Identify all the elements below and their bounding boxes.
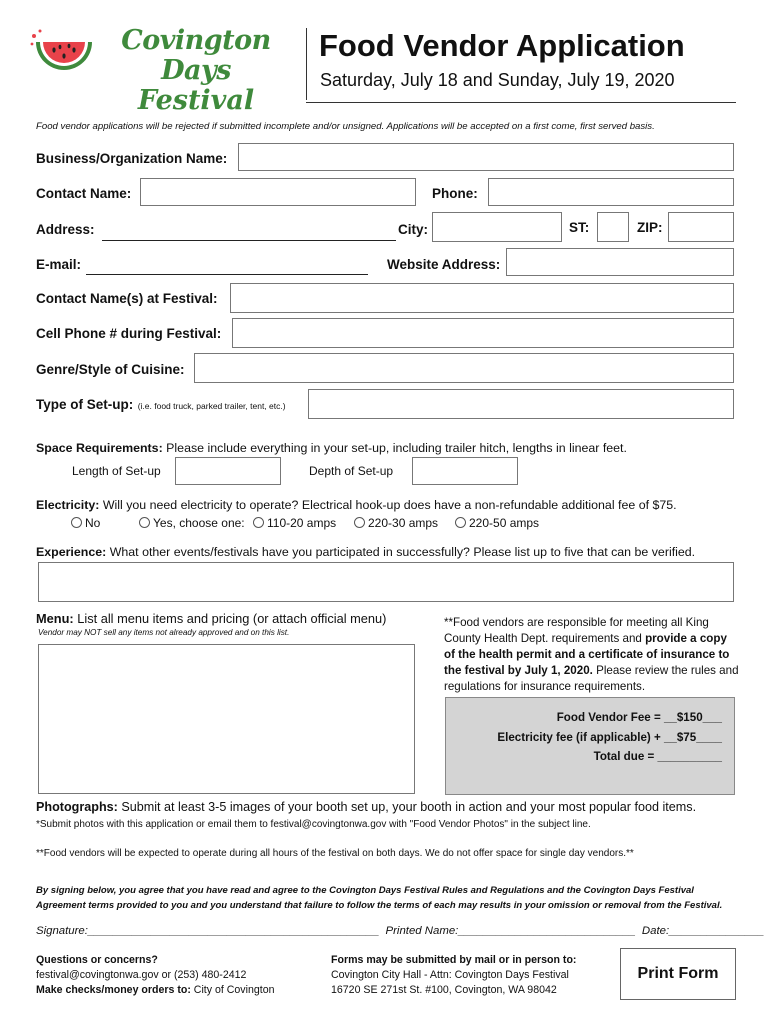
health-notice [444, 615, 740, 695]
menu-input[interactable] [38, 644, 415, 794]
watermelon-logo-icon [30, 28, 98, 84]
st-input[interactable] [597, 212, 629, 242]
photos-note: *Submit photos with this application or email them to festival@covingtonwa.gov with "Food Vendor Photos" in the subject line. [36, 819, 591, 830]
cell-phone-label: Cell Phone # during Festival: [36, 326, 222, 341]
total-due-label: Total due = [593, 750, 658, 763]
logo-line-2: Festival [137, 85, 255, 116]
electricity-fee-row [497, 731, 722, 744]
cell-phone-input[interactable] [232, 318, 734, 348]
checks-row [36, 983, 274, 998]
st-label: ST: [569, 220, 590, 235]
radio-circle-icon [253, 517, 264, 528]
website-input[interactable] [506, 248, 734, 276]
logo-wordmark [96, 26, 296, 116]
printed-name-line[interactable]: ____________________________ [458, 925, 636, 937]
photos-title: Photographs: [36, 800, 118, 814]
mail-address-2: 16720 SE 271st St. #100, Covington, WA 98042 [331, 984, 557, 996]
address-input[interactable] [102, 240, 396, 241]
health-text-2: Please review the rules and regulations for insurance requirements. [444, 664, 739, 693]
address-label: Address: [36, 222, 95, 237]
menu-title: Menu: [36, 611, 74, 626]
zip-input[interactable] [668, 212, 734, 242]
health-text-1: **Food vendors are responsible for meeting all King County Health Dept. requirements and [444, 616, 709, 645]
total-due-row [594, 750, 722, 763]
mail-heading: Forms may be submitted by mail or in person to: [331, 954, 577, 966]
genre-input[interactable] [194, 353, 734, 383]
vendor-fee-row [557, 711, 722, 724]
business-name-input[interactable] [238, 143, 734, 171]
contact-at-festival-label: Contact Name(s) at Festival: [36, 291, 218, 306]
radio-no[interactable] [71, 516, 100, 530]
page-title: Food Vendor Application [319, 28, 685, 63]
genre-label: Genre/Style of Cuisine: [36, 362, 185, 377]
zip-label: ZIP: [637, 220, 663, 235]
vendor-fee-value: __$150___ [663, 711, 722, 724]
depth-label: Depth of Set-up [309, 464, 394, 478]
vendor-fee-label: Food Vendor Fee = [556, 711, 664, 724]
photos-heading [36, 800, 696, 814]
health-text-bold: provide a copy of the health permit and a certificate of insurance to the festival by July 1, 2020. [444, 632, 730, 677]
experience-title: Experience: [36, 545, 107, 559]
experience-text: What other events/festivals have you participated in successfully? Please list up to five that can be verified. [109, 545, 696, 559]
mail-address-1: Covington City Hall - Attn: Covington Days Festival [331, 969, 569, 981]
signature-line[interactable]: ______________________________________________ [87, 925, 380, 937]
print-form-button[interactable] [620, 948, 736, 1000]
agreement-text: By signing below, you agree that you have read and agree to the Covington Days Festival Rules and Regulations and the Covington Days Festival Agreement terms provided to you and you understand that failure to follow the terms of each may results in your omission or removal from the Festival. [36, 885, 723, 911]
setup-type-row [36, 396, 286, 414]
footer-contact [36, 953, 274, 998]
fee-box [445, 697, 735, 795]
contact-at-festival-input[interactable] [230, 283, 734, 313]
signature-row [36, 925, 764, 937]
space-text: Please include everything in your set-up, including trailer hitch, lengths in linear feet. [166, 441, 627, 455]
space-title: Space Requirements: [36, 441, 163, 455]
checks-label: Make checks/money orders to: [36, 984, 191, 996]
printed-name-label: Printed Name: [385, 925, 459, 937]
checks-value: City of Covington [190, 984, 275, 996]
total-due-value: __________ [657, 750, 722, 763]
logo-line-1: Covington Days [121, 25, 271, 86]
print-form-label: Print Form [637, 965, 719, 982]
radio-220-50[interactable] [455, 516, 539, 530]
header-rule [306, 102, 736, 103]
header [0, 0, 770, 116]
experience-question [36, 545, 695, 559]
city-input[interactable] [432, 212, 562, 242]
website-label: Website Address: [387, 257, 501, 272]
header-divider [306, 28, 307, 100]
date-label: Date: [641, 925, 670, 937]
operate-note: **Food vendors will be expected to operate during all hours of the festival on both days. We do not offer space for single day vendors.** [36, 848, 634, 859]
radio-110-20-label: 110-20 amps [267, 516, 337, 530]
length-input[interactable] [175, 457, 281, 485]
radio-110-20[interactable] [253, 516, 336, 530]
signature-label: Signature: [36, 925, 88, 937]
contact-name-label: Contact Name: [36, 186, 132, 201]
photos-text: Submit at least 3-5 images of your booth set up, your booth in action and your most popular food items. [121, 800, 697, 814]
radio-yes-label: Yes, choose one: [153, 516, 245, 530]
questions-heading: Questions or concerns? [36, 954, 158, 966]
depth-input[interactable] [412, 457, 518, 485]
menu-note: Vendor may NOT sell any items not already approved and on this list. [38, 628, 290, 637]
date-line[interactable]: _______________ [669, 925, 765, 937]
email-input[interactable] [86, 274, 368, 275]
contact-name-input[interactable] [140, 178, 416, 206]
contact-info: festival@covingtonwa.gov or (253) 480-2412 [36, 969, 247, 981]
setup-type-input[interactable] [308, 389, 734, 419]
page-subtitle: Saturday, July 18 and Sunday, July 19, 2020 [320, 70, 675, 90]
space-requirements [36, 441, 627, 455]
business-name-label: Business/Organization Name: [36, 151, 228, 166]
electricity-question [36, 498, 677, 512]
radio-220-30[interactable] [354, 516, 438, 530]
phone-label: Phone: [432, 186, 478, 201]
radio-circle-icon [139, 517, 150, 528]
electricity-fee-label: Electricity fee (if applicable) + [497, 731, 664, 744]
radio-220-30-label: 220-30 amps [368, 516, 439, 530]
electricity-text: Will you need electricity to operate? Electrical hook-up does have a non-refundable additional fee of $75. [102, 498, 677, 512]
menu-heading [36, 611, 386, 626]
email-label: E-mail: [36, 257, 82, 272]
length-label: Length of Set-up [72, 464, 161, 478]
footer-mail [331, 953, 576, 998]
experience-input[interactable] [38, 562, 734, 602]
phone-input[interactable] [488, 178, 734, 206]
radio-circle-icon [71, 517, 82, 528]
radio-yes[interactable] [139, 516, 245, 530]
notice-text: Food vendor applications will be rejected if submitted incomplete and/or unsigned. Applications will be accepted on a first come, first served basis. [36, 121, 655, 132]
city-label: City: [398, 222, 428, 237]
radio-circle-icon [455, 517, 466, 528]
electricity-title: Electricity: [36, 498, 100, 512]
radio-circle-icon [354, 517, 365, 528]
radio-no-label: No [85, 516, 101, 530]
setup-type-label: Type of Set-up: [36, 397, 134, 412]
radio-220-50-label: 220-50 amps [469, 516, 540, 530]
setup-type-hint: (i.e. food truck, parked trailer, tent, etc.) [137, 401, 286, 411]
menu-text: List all menu items and pricing (or attach official menu) [77, 611, 387, 626]
electricity-fee-value: __$75____ [663, 731, 722, 744]
